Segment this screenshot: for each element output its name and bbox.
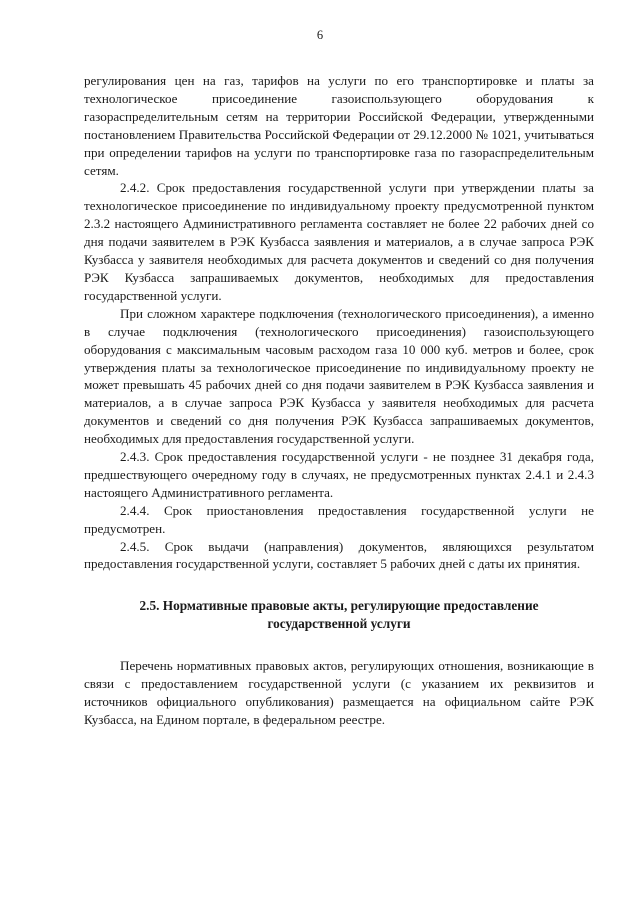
section-heading-2-5	[84, 597, 594, 633]
paragraph-2-4-3: 2.4.3. Срок предоставления государственной услуги - не позднее 31 декабря года, предшествующего очередному году в случаях, не предусмотренных пунктах 2.4.1 и 2.4.3 настоящего Административного регламента.	[84, 449, 594, 500]
paragraph-2-4-4: 2.4.4. Срок приостановления предоставления государственной услуги не предусмотрен.	[84, 502, 594, 536]
paragraph-2-4-5: 2.4.5. Срок выдачи (направления) документов, являющихся результатом предоставления государственной услуги, составляет 5 рабочих дней с даты их принятия.	[84, 538, 594, 572]
document-body	[84, 72, 594, 729]
paragraph-complex-connection: При сложном характере подключения (технологического присоединения), а именно в случае подключения (технологического присоединения) газоиспользующего оборудования с максимальным часовым расходом газа 10 000 куб. метров и более, срок утверждения платы за технологическое присоединение по индивидуальному проекту не может превышать 45 рабочих дней со дня подачи заявителем в РЭК Кузбасса заявления и материалов, а в случае запроса РЭК Кузбасса у заявителя необходимых для расчета документов и сведений со дня получения РЭК Кузбасса запрашиваемых документов, необходимых для предоставления государственной услуги.	[84, 305, 594, 447]
section-heading-line-2: государственной услуги	[267, 616, 411, 632]
section-heading-line-1: 2.5. Нормативные правовые акты, регулирующие предоставление	[139, 598, 539, 614]
page-number: 6	[316, 28, 324, 42]
paragraph-2-4-2: 2.4.2. Срок предоставления государственной услуги при утверждении платы за технологическое присоединение по индивидуальному проекту предусмотренной пунктом 2.3.2 настоящего Административного регламента составляет не более 22 рабочих дней со дня подачи заявителем в РЭК Кузбасса заявления и материалов, а в случае запроса РЭК Кузбасса у заявителя необходимых для расчета документов и сведений со дня получения РЭК Кузбасса запрашиваемых документов, необходимых для предоставления государственной услуги.	[84, 180, 594, 303]
paragraph-continuation: регулирования цен на газ, тарифов на услуги по его транспортировке и платы за технологическое присоединение газоиспользующего оборудования к газораспределительным сетям на территории Российской Федерации, утвержденными постановлением Правительства Российской Федерации от 29.12.2000 № 1021, учитываться при определении тарифов на услуги по транспортировке газа по газораспределительным сетям.	[84, 73, 594, 178]
paragraph-regulatory-acts: Перечень нормативных правовых актов, регулирующих отношения, возникающие в связи с предоставлением государственной услуги (с указанием их реквизитов и источников официального опубликования) размещается на официальном сайте РЭК Кузбасса, на Едином портале, в федеральном реестре.	[84, 658, 594, 728]
